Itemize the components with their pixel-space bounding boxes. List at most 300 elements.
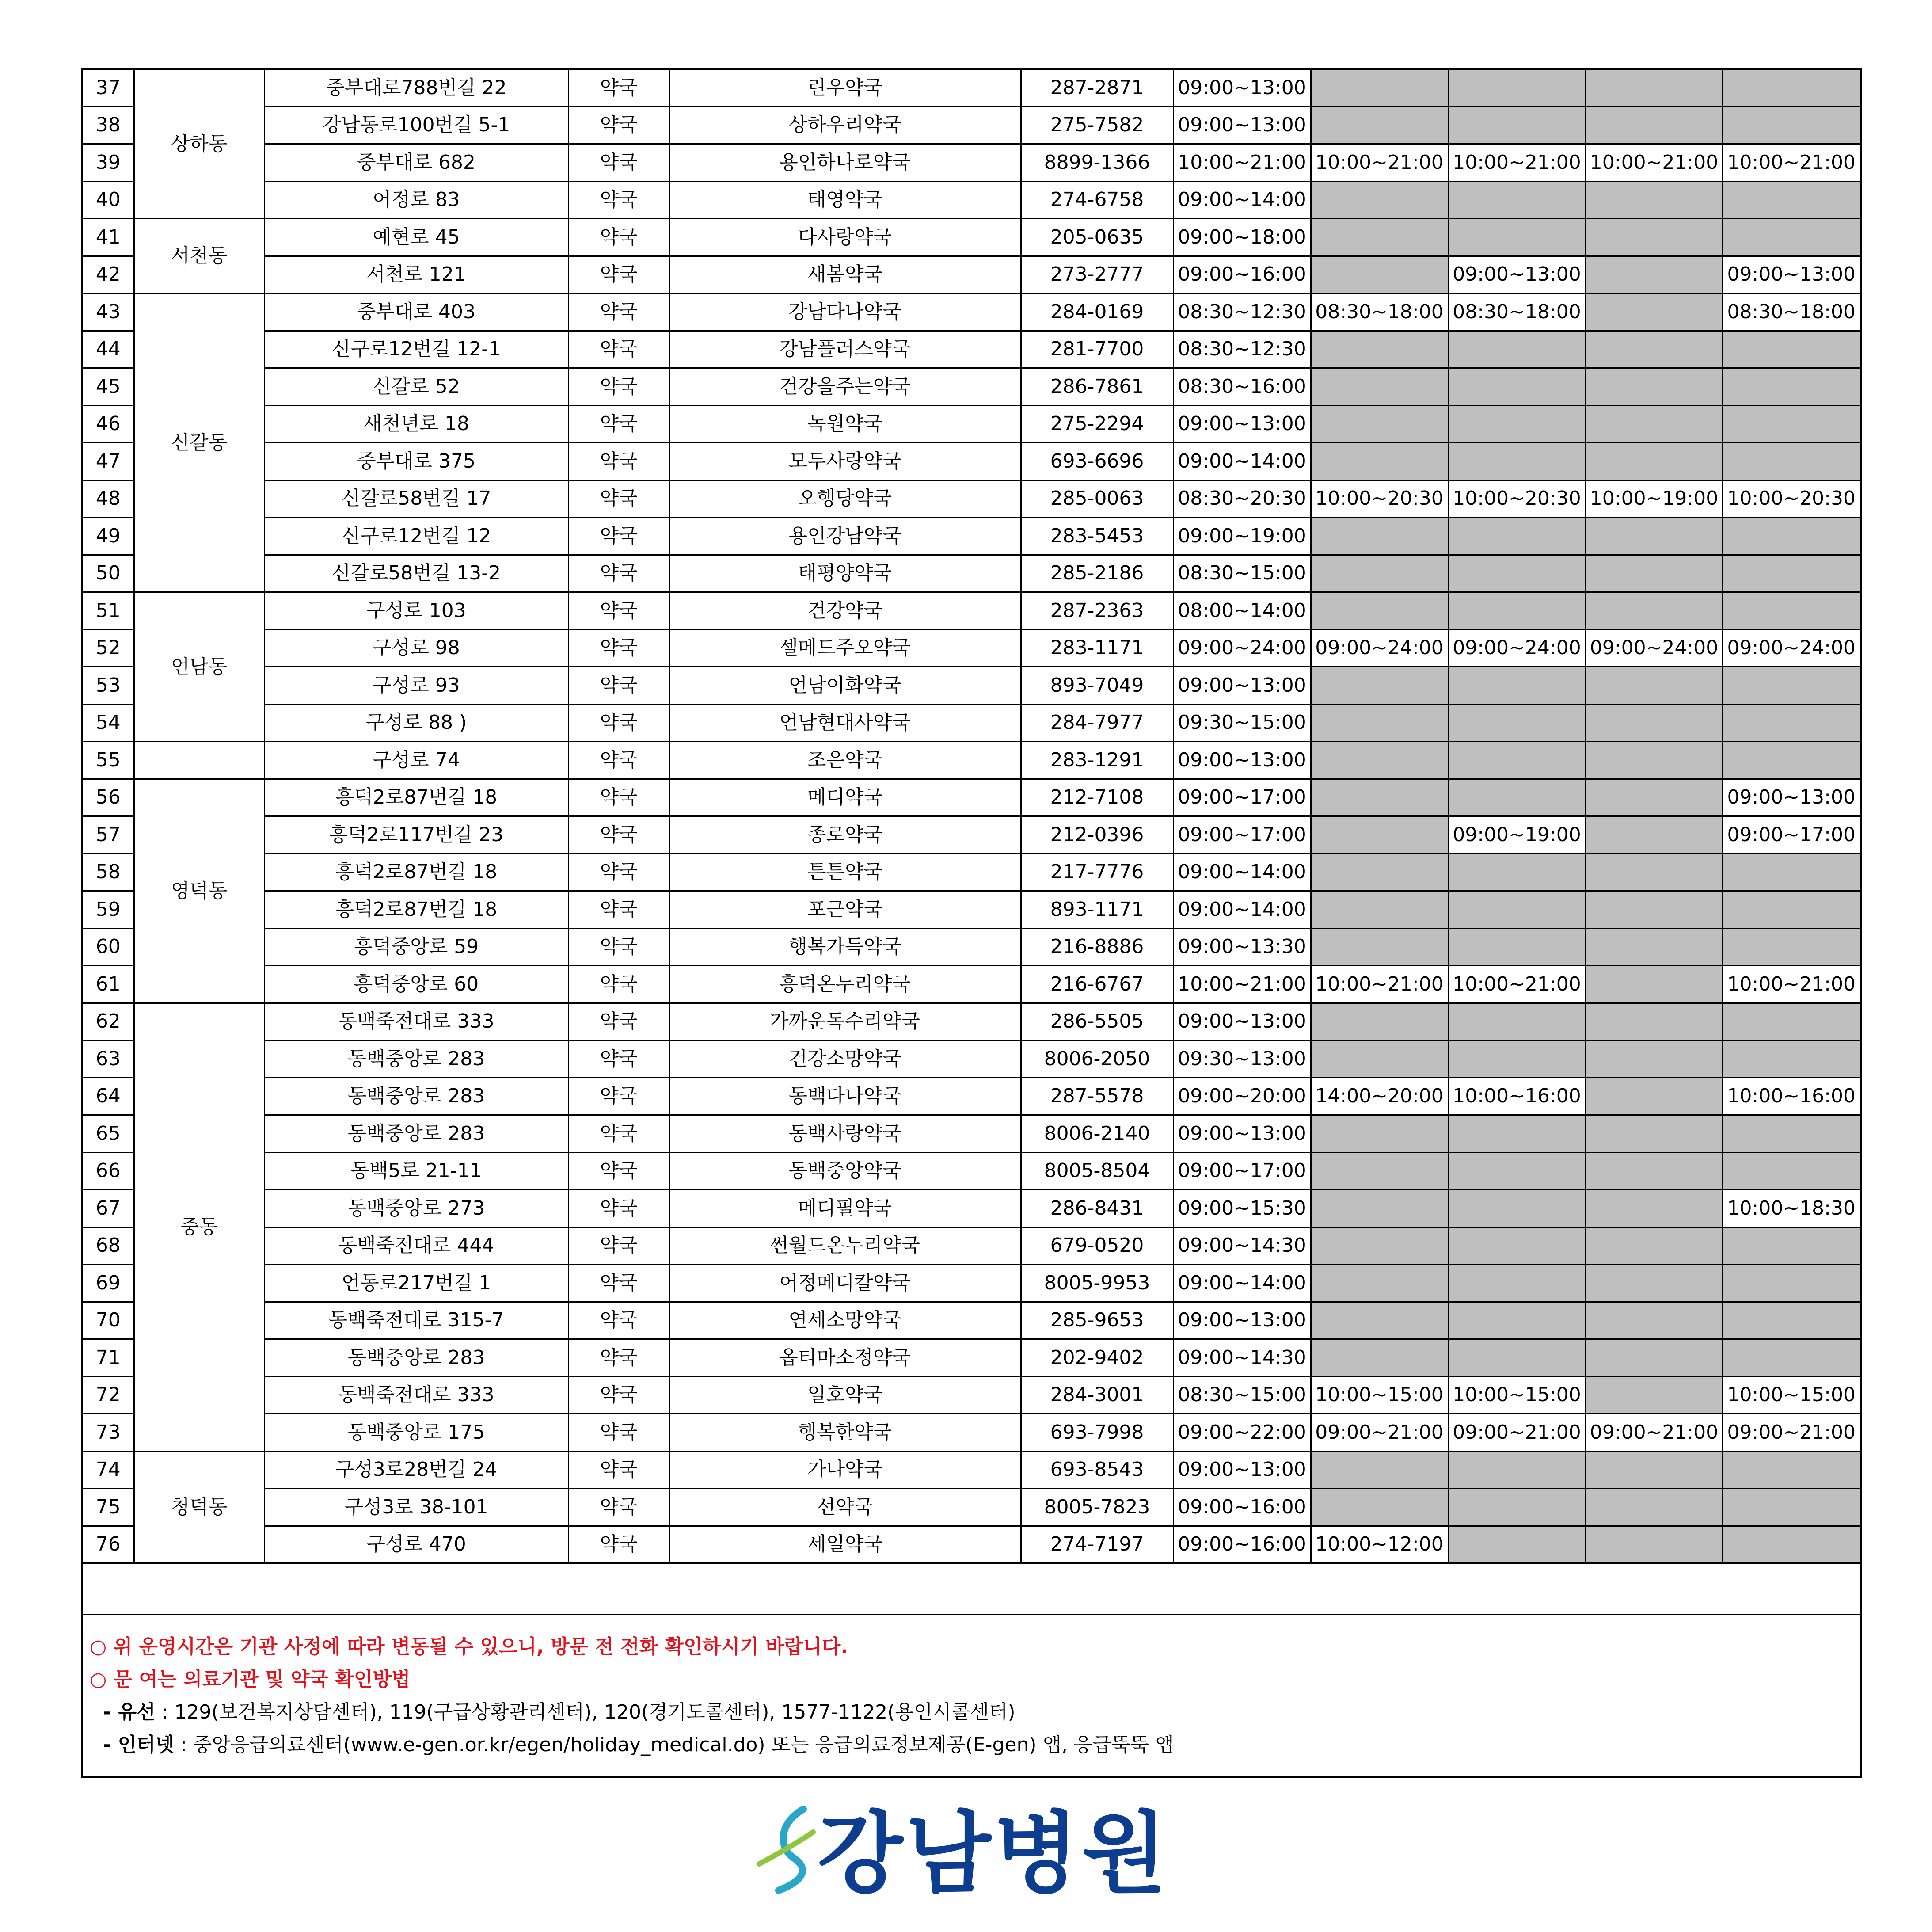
hours-cell <box>1448 1489 1586 1526</box>
hours-cell <box>1723 1489 1860 1526</box>
hours-cell: 08:30~15:00 <box>1173 555 1311 592</box>
hours-cell: 09:00~21:00 <box>1586 1414 1723 1452</box>
table-row <box>83 667 1860 705</box>
type-cell: 약국 <box>568 1376 669 1414</box>
address-cell: 신갈로 52 <box>264 368 568 406</box>
hours-cell <box>1311 854 1448 891</box>
hours-cell: 08:30~12:30 <box>1173 331 1311 368</box>
row-number-cell: 72 <box>83 1376 134 1414</box>
address-cell: 동백중앙로 283 <box>264 1339 568 1377</box>
hours-cell: 10:00~12:00 <box>1311 1526 1448 1563</box>
pharmacy-name-cell: 연세소망약국 <box>669 1302 1021 1339</box>
table-row <box>83 518 1860 555</box>
hours-cell: 09:00~13:00 <box>1448 256 1586 293</box>
hours-cell <box>1586 1526 1723 1563</box>
table-row <box>83 405 1860 443</box>
address-cell: 흥덕2로87번길 18 <box>264 854 568 891</box>
address-cell: 구성로 74 <box>264 742 568 779</box>
hours-cell: 09:00~14:00 <box>1173 891 1311 929</box>
type-cell: 약국 <box>568 1152 669 1190</box>
hours-cell: 10:00~20:30 <box>1723 480 1860 518</box>
row-number-cell: 71 <box>83 1339 134 1377</box>
phone-cell: 8006-2050 <box>1021 1040 1173 1078</box>
table-row <box>83 443 1860 480</box>
address-cell: 동백중앙로 175 <box>264 1414 568 1452</box>
hours-cell: 09:00~13:30 <box>1173 928 1311 966</box>
row-number-cell: 68 <box>83 1227 134 1265</box>
phone-cell: 283-1291 <box>1021 742 1173 779</box>
pharmacy-name-cell: 태평양약국 <box>669 555 1021 592</box>
pharmacy-name-cell: 동백사랑약국 <box>669 1115 1021 1153</box>
hours-cell <box>1311 405 1448 443</box>
table-row <box>83 293 1860 331</box>
hours-cell: 09:30~13:00 <box>1173 1040 1311 1078</box>
hours-cell: 09:00~17:00 <box>1173 816 1311 854</box>
hours-cell: 09:00~13:00 <box>1173 405 1311 443</box>
hours-cell <box>1586 219 1723 256</box>
address-cell: 흥덕2로87번길 18 <box>264 891 568 929</box>
hours-cell: 09:00~24:00 <box>1173 629 1311 667</box>
pharmacy-name-cell: 흥덕온누리약국 <box>669 966 1021 1003</box>
table-row <box>83 1265 1860 1302</box>
hours-cell <box>1586 331 1723 368</box>
hours-cell <box>1311 1265 1448 1302</box>
hours-cell: 08:30~15:00 <box>1173 1376 1311 1414</box>
row-number-cell: 52 <box>83 629 134 667</box>
phone-cell: 286-7861 <box>1021 368 1173 406</box>
phone-cell: 8006-2140 <box>1021 1115 1173 1153</box>
hours-cell <box>1723 854 1860 891</box>
hours-cell: 09:00~15:30 <box>1173 1190 1311 1227</box>
hours-cell: 09:00~21:00 <box>1448 1414 1586 1452</box>
row-number-cell: 44 <box>83 331 134 368</box>
phone-label: - 유선 <box>103 1701 156 1723</box>
hours-cell: 08:30~12:30 <box>1173 293 1311 331</box>
hours-cell <box>1723 1451 1860 1489</box>
hours-cell <box>1586 928 1723 966</box>
type-cell: 약국 <box>568 891 669 929</box>
row-number-cell: 59 <box>83 891 134 929</box>
hours-cell: 08:00~14:00 <box>1173 592 1311 630</box>
hours-cell <box>1448 891 1586 929</box>
hours-cell <box>1311 1339 1448 1377</box>
address-cell: 동백중앙로 283 <box>264 1078 568 1115</box>
hours-cell <box>1448 1265 1586 1302</box>
hours-cell <box>1311 219 1448 256</box>
address-cell: 구성로 103 <box>264 592 568 630</box>
pharmacy-name-cell: 언남이화약국 <box>669 667 1021 705</box>
table-row <box>83 779 1860 816</box>
hours-cell <box>1586 1152 1723 1190</box>
row-number-cell: 64 <box>83 1078 134 1115</box>
hours-cell: 09:00~14:00 <box>1173 181 1311 219</box>
hours-cell <box>1723 70 1860 107</box>
hours-cell: 09:00~24:00 <box>1311 629 1448 667</box>
table-row <box>83 1414 1860 1452</box>
type-cell: 약국 <box>568 518 669 555</box>
hours-cell <box>1586 1339 1723 1377</box>
row-number-cell: 43 <box>83 293 134 331</box>
hours-cell: 09:00~16:00 <box>1173 1489 1311 1526</box>
hours-cell: 09:00~17:00 <box>1173 779 1311 816</box>
type-cell: 약국 <box>568 181 669 219</box>
hours-cell: 09:00~19:00 <box>1448 816 1586 854</box>
phone-cell: 284-3001 <box>1021 1376 1173 1414</box>
dong-cell: 상하동 <box>134 70 264 219</box>
hours-cell <box>1311 1489 1448 1526</box>
hours-cell <box>1586 70 1723 107</box>
hours-cell <box>1448 1190 1586 1227</box>
pharmacy-name-cell: 종로약국 <box>669 816 1021 854</box>
type-cell: 약국 <box>568 293 669 331</box>
hours-cell <box>1311 1302 1448 1339</box>
row-number-cell: 41 <box>83 219 134 256</box>
hours-cell <box>1448 1302 1586 1339</box>
hours-cell: 09:00~13:00 <box>1723 256 1860 293</box>
dong-cell: 신갈동 <box>134 293 264 592</box>
phone-cell: 284-0169 <box>1021 293 1173 331</box>
phone-cell: 212-7108 <box>1021 779 1173 816</box>
hours-cell <box>1311 368 1448 406</box>
table-row <box>83 555 1860 592</box>
address-cell: 중부대로788번길 22 <box>264 70 568 107</box>
hours-cell <box>1448 1040 1586 1078</box>
hours-cell <box>1586 107 1723 144</box>
pharmacy-name-cell: 선약국 <box>669 1489 1021 1526</box>
type-cell: 약국 <box>568 742 669 779</box>
table-row <box>83 1227 1860 1265</box>
hours-cell <box>1586 667 1723 705</box>
table-row <box>83 816 1860 854</box>
hours-cell <box>1586 742 1723 779</box>
row-number-cell: 42 <box>83 256 134 293</box>
pharmacy-name-cell: 린우약국 <box>669 70 1021 107</box>
hours-cell <box>1311 555 1448 592</box>
logo-swoosh-icon <box>751 1806 818 1903</box>
table-row <box>83 592 1860 630</box>
table-row <box>83 629 1860 667</box>
address-cell: 동백5로 21-11 <box>264 1152 568 1190</box>
hours-cell: 09:00~13:00 <box>1173 667 1311 705</box>
row-number-cell: 39 <box>83 144 134 182</box>
type-cell: 약국 <box>568 443 669 480</box>
type-cell: 약국 <box>568 816 669 854</box>
gangnam-hospital-logo <box>751 1802 1171 1912</box>
pharmacy-name-cell: 건강약국 <box>669 592 1021 630</box>
logo-text: 강남병원 <box>818 1802 1170 1905</box>
phone-cell: 287-2871 <box>1021 70 1173 107</box>
hours-cell <box>1311 1190 1448 1227</box>
table-row <box>83 966 1860 1003</box>
row-number-cell: 57 <box>83 816 134 854</box>
hours-cell <box>1723 1040 1860 1078</box>
hours-cell: 09:00~13:00 <box>1173 742 1311 779</box>
hours-cell <box>1448 443 1586 480</box>
type-cell: 약국 <box>568 219 669 256</box>
row-number-cell: 74 <box>83 1451 134 1489</box>
address-cell: 동백죽전대로 333 <box>264 1376 568 1414</box>
hours-cell <box>1448 779 1586 816</box>
hours-cell: 08:30~16:00 <box>1173 368 1311 406</box>
pharmacy-name-cell: 옵티마소정약국 <box>669 1339 1021 1377</box>
hours-cell: 09:00~13:00 <box>1173 1003 1311 1040</box>
dong-cell: 청덕동 <box>134 1451 264 1563</box>
address-cell: 중부대로 375 <box>264 443 568 480</box>
phone-cell: 285-2186 <box>1021 555 1173 592</box>
hours-cell <box>1586 1227 1723 1265</box>
row-number-cell: 76 <box>83 1526 134 1563</box>
hours-cell <box>1311 518 1448 555</box>
hours-cell <box>1448 368 1586 406</box>
row-number-cell: 67 <box>83 1190 134 1227</box>
type-cell: 약국 <box>568 405 669 443</box>
hours-cell <box>1723 1003 1860 1040</box>
row-number-cell: 73 <box>83 1414 134 1452</box>
hours-cell <box>1723 555 1860 592</box>
hours-cell: 10:00~18:30 <box>1723 1190 1860 1227</box>
web-contact-line <box>90 1729 1860 1761</box>
hours-cell: 10:00~21:00 <box>1586 144 1723 182</box>
type-cell: 약국 <box>568 1115 669 1153</box>
hours-cell: 08:30~18:00 <box>1311 293 1448 331</box>
hours-cell: 10:00~21:00 <box>1173 144 1311 182</box>
row-number-cell: 49 <box>83 518 134 555</box>
phone-cell: 8005-8504 <box>1021 1152 1173 1190</box>
phone-cell: 217-7776 <box>1021 854 1173 891</box>
address-cell: 흥덕2로117번길 23 <box>264 816 568 854</box>
hours-cell <box>1723 1526 1860 1563</box>
hours-cell: 10:00~15:00 <box>1448 1376 1586 1414</box>
pharmacy-name-cell: 가나약국 <box>669 1451 1021 1489</box>
row-number-cell: 70 <box>83 1302 134 1339</box>
type-cell: 약국 <box>568 1003 669 1040</box>
hours-cell: 09:00~14:00 <box>1173 854 1311 891</box>
hours-cell <box>1723 1115 1860 1153</box>
address-cell: 구성로 88 ) <box>264 704 568 742</box>
table-row <box>83 1152 1860 1190</box>
address-cell: 동백죽전대로 315-7 <box>264 1302 568 1339</box>
address-cell: 신갈로58번길 17 <box>264 480 568 518</box>
type-cell: 약국 <box>568 1414 669 1452</box>
type-cell: 약국 <box>568 1040 669 1078</box>
pharmacy-name-cell: 동백중앙약국 <box>669 1152 1021 1190</box>
table-row <box>83 181 1860 219</box>
hours-cell <box>1448 667 1586 705</box>
hours-cell <box>1311 816 1448 854</box>
pharmacy-name-cell: 건강소망약국 <box>669 1040 1021 1078</box>
table-row <box>83 854 1860 891</box>
hours-cell <box>1586 592 1723 630</box>
hours-cell: 10:00~21:00 <box>1448 966 1586 1003</box>
pharmacy-name-cell: 새봄약국 <box>669 256 1021 293</box>
phone-cell: 286-8431 <box>1021 1190 1173 1227</box>
hours-cell <box>1723 1302 1860 1339</box>
row-number-cell: 50 <box>83 555 134 592</box>
phone-text: : 129(보건복지상담센터), 119(구급상황관리센터), 120(경기도콜센터), 1577-1122(용인시콜센터) <box>155 1701 1015 1723</box>
address-cell: 동백죽전대로 444 <box>264 1227 568 1265</box>
hours-cell <box>1586 704 1723 742</box>
pharmacy-name-cell: 조은약국 <box>669 742 1021 779</box>
table-row <box>83 144 1860 182</box>
pharmacy-name-cell: 다사랑약국 <box>669 219 1021 256</box>
hours-cell: 09:00~18:00 <box>1173 219 1311 256</box>
type-cell: 약국 <box>568 1302 669 1339</box>
howto-heading: ○ 문 여는 의료기관 및 약국 확인방법 <box>90 1668 411 1691</box>
pharmacy-name-cell: 용인강남약국 <box>669 518 1021 555</box>
hours-cell <box>1448 704 1586 742</box>
hours-cell: 09:00~24:00 <box>1586 629 1723 667</box>
phone-cell: 281-7700 <box>1021 331 1173 368</box>
pharmacy-name-cell: 태영약국 <box>669 181 1021 219</box>
table-row <box>83 107 1860 144</box>
pharmacy-name-cell: 세일약국 <box>669 1526 1021 1563</box>
phone-cell: 893-7049 <box>1021 667 1173 705</box>
address-cell: 구성3로28번길 24 <box>264 1451 568 1489</box>
hours-cell <box>1723 1339 1860 1377</box>
dong-cell: 서천동 <box>134 219 264 293</box>
hours-cell <box>1448 518 1586 555</box>
address-cell: 동백죽전대로 333 <box>264 1003 568 1040</box>
row-number-cell: 46 <box>83 405 134 443</box>
hours-cell <box>1311 667 1448 705</box>
hours-cell <box>1448 592 1586 630</box>
address-cell: 동백중앙로 283 <box>264 1040 568 1078</box>
hours-cell <box>1311 443 1448 480</box>
hours-cell <box>1723 443 1860 480</box>
hours-cell: 10:00~16:00 <box>1448 1078 1586 1115</box>
hours-cell <box>1448 1227 1586 1265</box>
hours-cell <box>1723 219 1860 256</box>
phone-cell: 275-7582 <box>1021 107 1173 144</box>
hours-cell <box>1723 667 1860 705</box>
hours-cell: 09:00~13:00 <box>1173 107 1311 144</box>
table-row <box>83 368 1860 406</box>
pharmacy-name-cell: 동백다나약국 <box>669 1078 1021 1115</box>
phone-cell: 8005-9953 <box>1021 1265 1173 1302</box>
pharmacy-name-cell: 어정메디칼약국 <box>669 1265 1021 1302</box>
hours-cell: 09:00~16:00 <box>1173 256 1311 293</box>
hours-cell <box>1311 1115 1448 1153</box>
hours-cell <box>1586 854 1723 891</box>
phone-cell: 693-6696 <box>1021 443 1173 480</box>
dong-cell: 언남동 <box>134 592 264 742</box>
hours-cell <box>1448 1339 1586 1377</box>
phone-cell: 274-7197 <box>1021 1526 1173 1563</box>
hours-cell <box>1723 368 1860 406</box>
address-cell: 동백중앙로 273 <box>264 1190 568 1227</box>
hours-cell <box>1723 891 1860 929</box>
hours-cell <box>1723 592 1860 630</box>
hours-cell <box>1586 555 1723 592</box>
phone-cell: 216-6767 <box>1021 966 1173 1003</box>
hours-cell <box>1448 555 1586 592</box>
table-row <box>83 1003 1860 1040</box>
hours-cell: 09:00~14:30 <box>1173 1339 1311 1377</box>
table-row <box>83 1526 1860 1563</box>
phone-cell: 679-0520 <box>1021 1227 1173 1265</box>
hours-cell <box>1311 592 1448 630</box>
hours-cell <box>1586 1451 1723 1489</box>
hours-cell <box>1311 704 1448 742</box>
row-number-cell: 40 <box>83 181 134 219</box>
hours-cell <box>1311 742 1448 779</box>
row-number-cell: 58 <box>83 854 134 891</box>
hours-cell <box>1448 331 1586 368</box>
pharmacy-name-cell: 일호약국 <box>669 1376 1021 1414</box>
dong-cell: 영덕동 <box>134 779 264 1003</box>
row-number-cell: 53 <box>83 667 134 705</box>
hours-cell: 09:00~21:00 <box>1723 1414 1860 1452</box>
phone-cell: 205-0635 <box>1021 219 1173 256</box>
hours-cell <box>1311 1003 1448 1040</box>
phone-cell: 893-1171 <box>1021 891 1173 929</box>
hours-cell <box>1311 779 1448 816</box>
row-number-cell: 61 <box>83 966 134 1003</box>
address-cell: 구성로 93 <box>264 667 568 705</box>
row-number-cell: 63 <box>83 1040 134 1078</box>
row-number-cell: 51 <box>83 592 134 630</box>
hours-cell: 10:00~21:00 <box>1311 144 1448 182</box>
type-cell: 약국 <box>568 1078 669 1115</box>
hours-cell: 09:00~21:00 <box>1311 1414 1448 1452</box>
phone-cell: 283-5453 <box>1021 518 1173 555</box>
hours-cell: 10:00~19:00 <box>1586 480 1723 518</box>
phone-cell: 216-8886 <box>1021 928 1173 966</box>
address-cell: 구성로 98 <box>264 629 568 667</box>
table-row <box>83 891 1860 929</box>
type-cell: 약국 <box>568 779 669 816</box>
hours-cell: 10:00~21:00 <box>1311 966 1448 1003</box>
type-cell: 약국 <box>568 107 669 144</box>
hours-cell <box>1448 1152 1586 1190</box>
address-cell: 신갈로58번길 13-2 <box>264 555 568 592</box>
address-cell: 중부대로 682 <box>264 144 568 182</box>
hours-cell <box>1586 816 1723 854</box>
hours-cell <box>1586 1190 1723 1227</box>
row-number-cell: 66 <box>83 1152 134 1190</box>
hours-cell: 10:00~20:30 <box>1311 480 1448 518</box>
hours-cell <box>1586 1302 1723 1339</box>
hours-cell: 09:00~24:00 <box>1723 629 1860 667</box>
address-cell: 중부대로 403 <box>264 293 568 331</box>
hours-cell: 09:00~17:00 <box>1723 816 1860 854</box>
hours-cell <box>1723 1265 1860 1302</box>
hours-cell <box>1586 368 1723 406</box>
table-row <box>83 1115 1860 1153</box>
address-cell: 흥덕중앙로 59 <box>264 928 568 966</box>
type-cell: 약국 <box>568 480 669 518</box>
address-cell: 흥덕중앙로 60 <box>264 966 568 1003</box>
hours-cell: 09:00~14:30 <box>1173 1227 1311 1265</box>
type-cell: 약국 <box>568 144 669 182</box>
hours-cell <box>1311 1227 1448 1265</box>
hours-cell <box>1723 1152 1860 1190</box>
hours-cell <box>1586 1489 1723 1526</box>
phone-cell: 284-7977 <box>1021 704 1173 742</box>
hours-cell <box>1311 331 1448 368</box>
hours-cell <box>1448 854 1586 891</box>
hours-cell: 09:00~19:00 <box>1173 518 1311 555</box>
hours-cell <box>1586 256 1723 293</box>
phone-cell: 8005-7823 <box>1021 1489 1173 1526</box>
phone-cell: 285-0063 <box>1021 480 1173 518</box>
pharmacy-name-cell: 모두사랑약국 <box>669 443 1021 480</box>
row-number-cell: 47 <box>83 443 134 480</box>
hours-cell <box>1723 1227 1860 1265</box>
type-cell: 약국 <box>568 70 669 107</box>
hours-cell: 08:30~18:00 <box>1723 293 1860 331</box>
address-cell: 예현로 45 <box>264 219 568 256</box>
